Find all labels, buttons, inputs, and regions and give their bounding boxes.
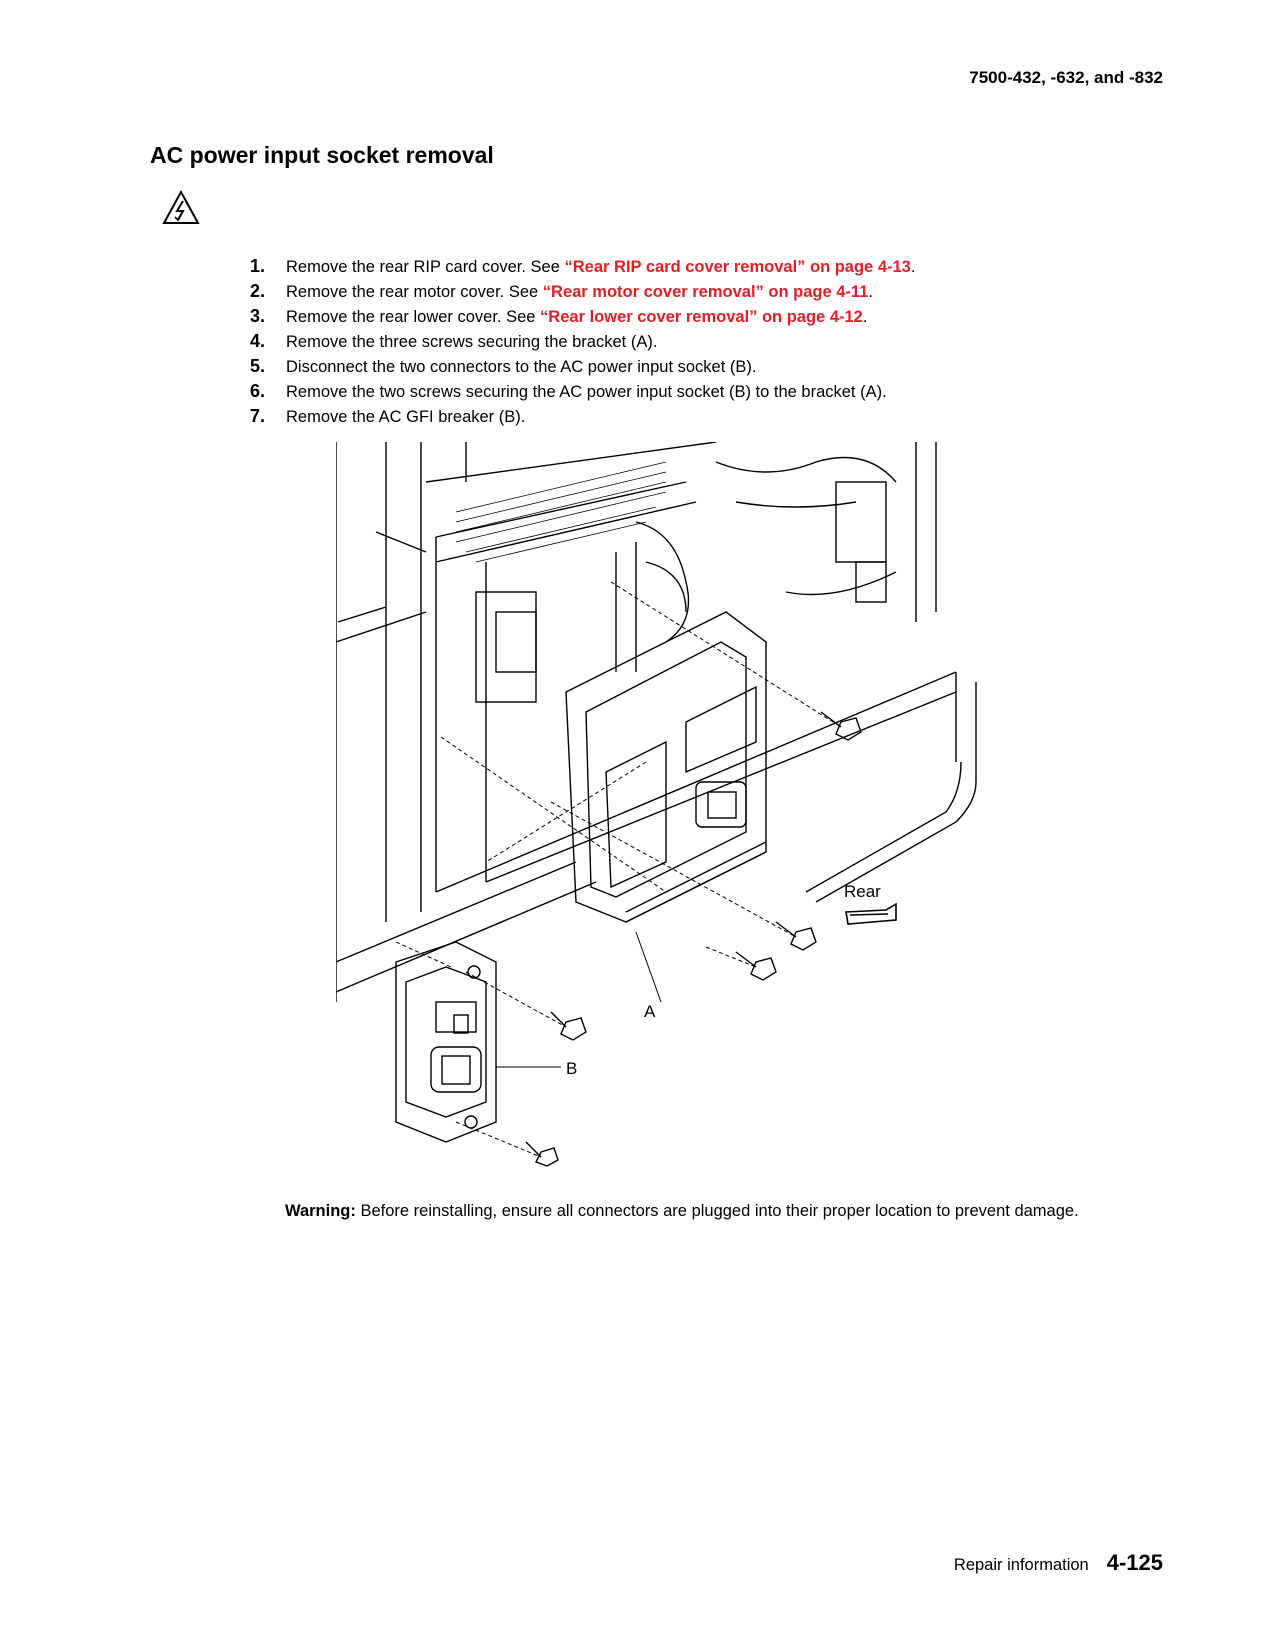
electrical-hazard-icon [162, 190, 200, 231]
step-number: 5. [250, 356, 266, 376]
step-text: Remove the two screws securing the AC power input socket (B) to the bracket (A). [286, 383, 887, 401]
leader-lines [496, 932, 661, 1067]
step-text: Remove the AC GFI breaker (B). [286, 408, 526, 426]
step-text: Disconnect the two connectors to the AC power input socket (B). [286, 358, 757, 376]
cross-reference-link[interactable]: “Rear lower cover removal” on page 4-12 [540, 308, 863, 326]
cross-reference-link[interactable]: “Rear motor cover removal” on page 4-11 [542, 283, 869, 301]
rear-direction-arrow-icon [846, 904, 896, 924]
step-number: 7. [250, 406, 266, 426]
step-number: 6. [250, 381, 266, 401]
screw [551, 1012, 586, 1040]
exploded-view-figure [336, 442, 986, 1209]
label-rear: Rear [844, 882, 881, 901]
label-a: A [644, 1002, 656, 1021]
chassis-frame [336, 442, 976, 1002]
page-footer [954, 1550, 1163, 1576]
warning-text: Before reinstalling, ensure all connectors are plugged into their proper location to prevent damage. [360, 1202, 1079, 1220]
step-list [250, 256, 915, 431]
perforated-plate [456, 462, 666, 562]
footer-section-name: Repair information [953, 1556, 1089, 1574]
step-text: Remove the three screws securing the bracket (A). [286, 333, 658, 351]
step-punctuation: . [868, 283, 873, 301]
step-6 [250, 381, 915, 406]
screw [526, 1142, 558, 1166]
step-2 [250, 281, 915, 306]
step-text: Remove the rear motor cover. See [286, 283, 543, 301]
step-1 [250, 256, 915, 281]
page-number: 4-125 [1106, 1550, 1163, 1575]
step-5 [250, 356, 915, 381]
screws [526, 712, 861, 1166]
step-text: Remove the rear RIP card cover. See [286, 258, 565, 276]
step-4 [250, 331, 915, 356]
step-punctuation: . [910, 258, 916, 276]
step-7 [250, 406, 915, 431]
label-b: B [566, 1059, 578, 1078]
alignment-lines [396, 582, 841, 1157]
bracket-a [566, 612, 766, 922]
screw [736, 952, 776, 980]
step-number: 3. [250, 306, 266, 326]
step-text: Remove the rear lower cover. See [286, 308, 541, 326]
header-model-numbers: 7500-432, -632, and -832 [969, 68, 1163, 87]
section-title: AC power input socket removal [150, 142, 494, 168]
warning-note [285, 1200, 1135, 1223]
cross-reference-link[interactable]: “Rear RIP card cover removal” on page 4-13 [564, 258, 911, 276]
screw [776, 922, 816, 950]
step-punctuation: . [862, 308, 868, 326]
step-number: 4. [250, 331, 266, 351]
step-3 [250, 306, 915, 331]
warning-label: Warning: [285, 1202, 356, 1220]
step-number: 1. [250, 256, 266, 276]
step-number: 2. [250, 281, 266, 301]
ac-power-socket-b [396, 942, 496, 1142]
